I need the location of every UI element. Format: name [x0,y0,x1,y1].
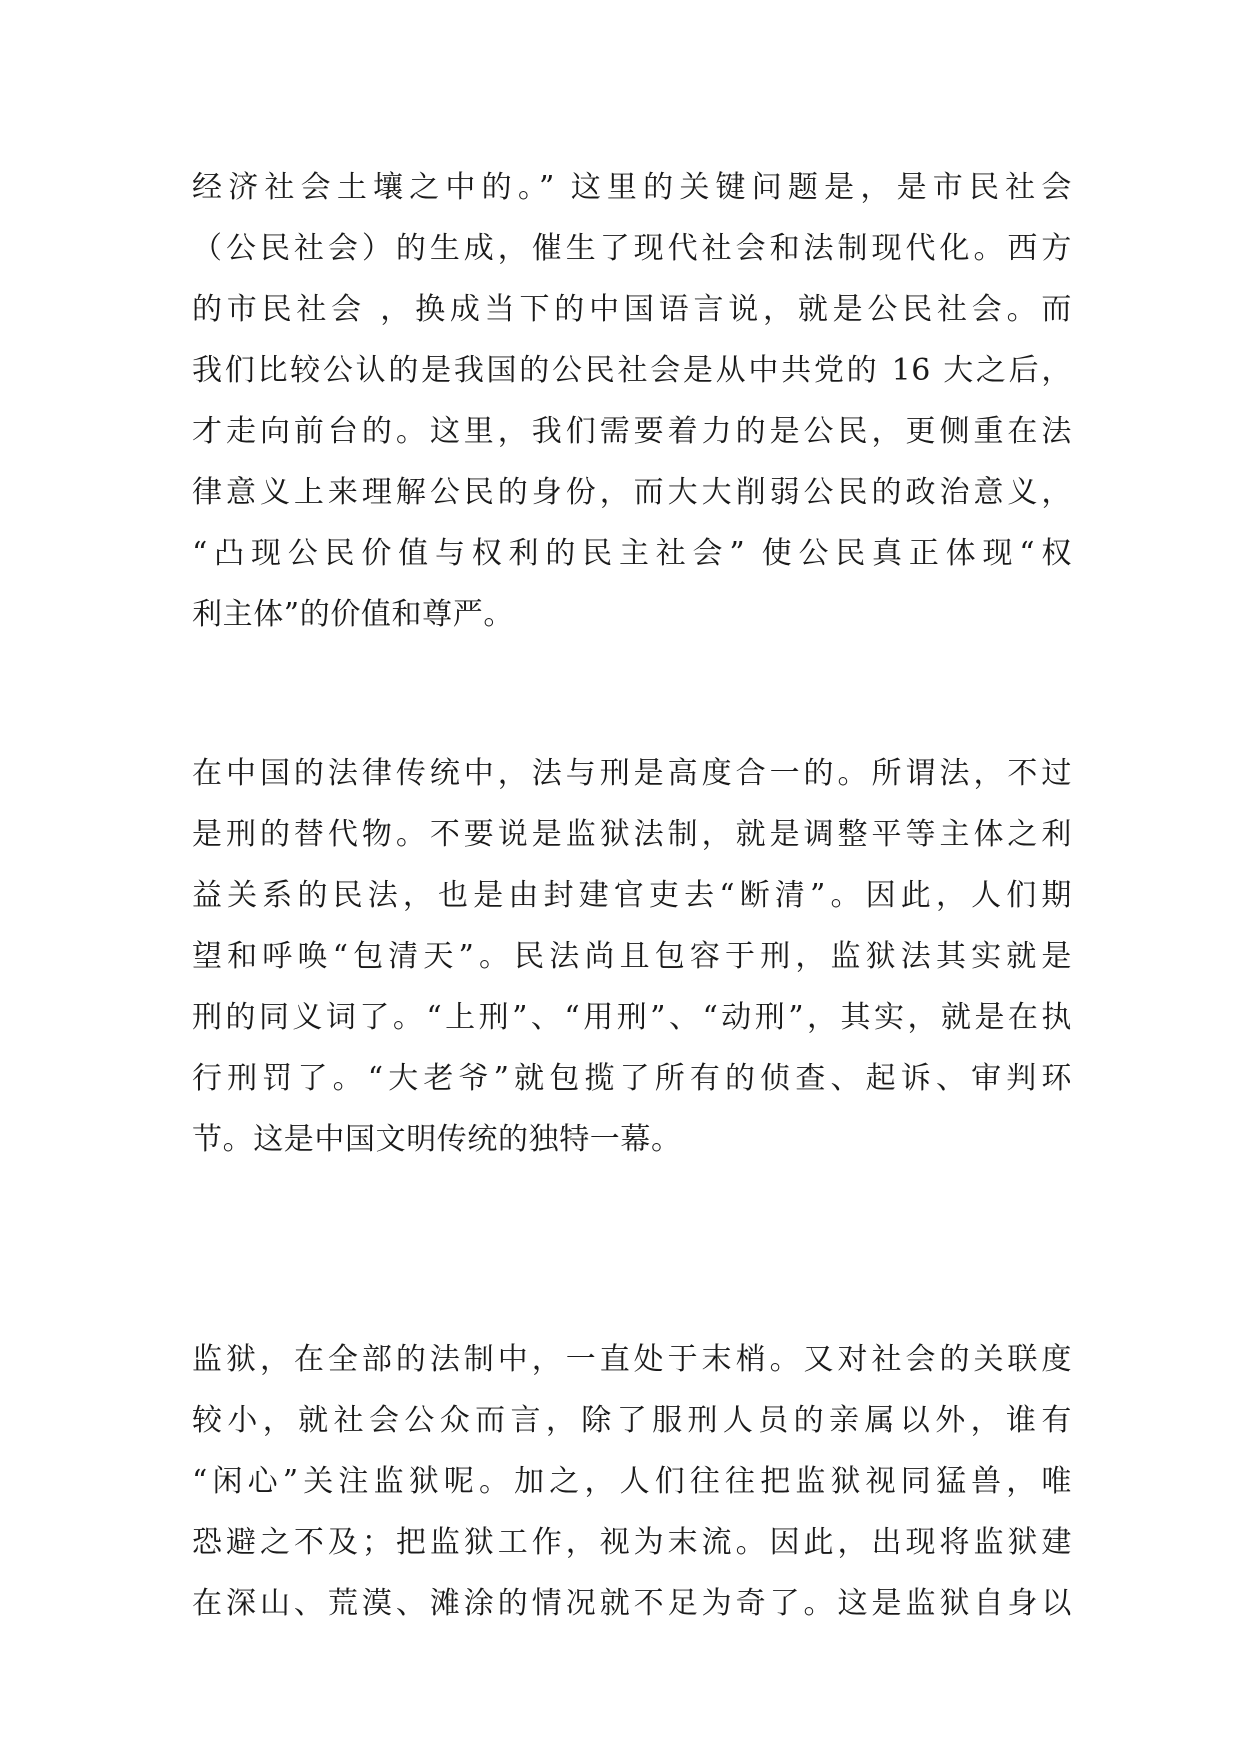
text-line: “闲心”关注监狱呢。加之，人们往往把监狱视同猛兽，唯 [192,1464,1072,1499]
text-line: 较小，就社会公众而言，除了服刑人员的亲属以外，谁有 [192,1403,1072,1438]
text-line: 利主体”的价值和尊严。 [192,597,514,632]
text-line: 望和呼唤“包清天”。民法尚且包容于刑，监狱法其实就是 [192,939,1072,974]
text-line: 在中国的法律传统中，法与刑是高度合一的。所谓法，不过 [192,756,1072,791]
text-line: 经济社会土壤之中的。” 这里的关键问题是，是市民社会 [192,170,1072,205]
text-line: 我们比较公认的是我国的公民社会是从中共党的 16 大之后， [192,353,1072,388]
text-line: 节。这是中国文明传统的独特一幕。 [192,1122,682,1157]
text-line: 律意义上来理解公民的身份，而大大削弱公民的政治意义， [192,475,1072,510]
text-line: 是刑的替代物。不要说是监狱法制，就是调整平等主体之利 [192,817,1072,852]
text-line: “凸现公民价值与权利的民主社会” 使公民真正体现“权 [192,536,1072,571]
paragraph-2 [192,743,1072,1170]
text-line: 在深山、荒漠、滩涂的情况就不足为奇了。这是监狱自身以 [192,1586,1072,1621]
text-line: 的市民社会 ，换成当下的中国语言说，就是公民社会。而 [192,292,1072,327]
text-line: 益关系的民法，也是由封建官吏去“断清”。因此，人们期 [192,878,1072,913]
paragraph-3 [192,1329,1072,1634]
text-line: 刑的同义词了。“上刑”、“用刑”、“动刑”，其实，就是在执 [192,1000,1072,1035]
text-line: （公民社会）的生成，催生了现代社会和法制现代化。西方 [192,231,1072,266]
text-line: 监狱，在全部的法制中，一直处于末梢。又对社会的关联度 [192,1342,1072,1377]
text-line: 才走向前台的。这里，我们需要着力的是公民，更侧重在法 [192,414,1072,449]
text-line: 行刑罚了。“大老爷”就包揽了所有的侦查、起诉、审判环 [192,1061,1072,1096]
text-line: 恐避之不及；把监狱工作，视为末流。因此，出现将监狱建 [192,1525,1072,1560]
paragraph-1 [192,157,1072,645]
